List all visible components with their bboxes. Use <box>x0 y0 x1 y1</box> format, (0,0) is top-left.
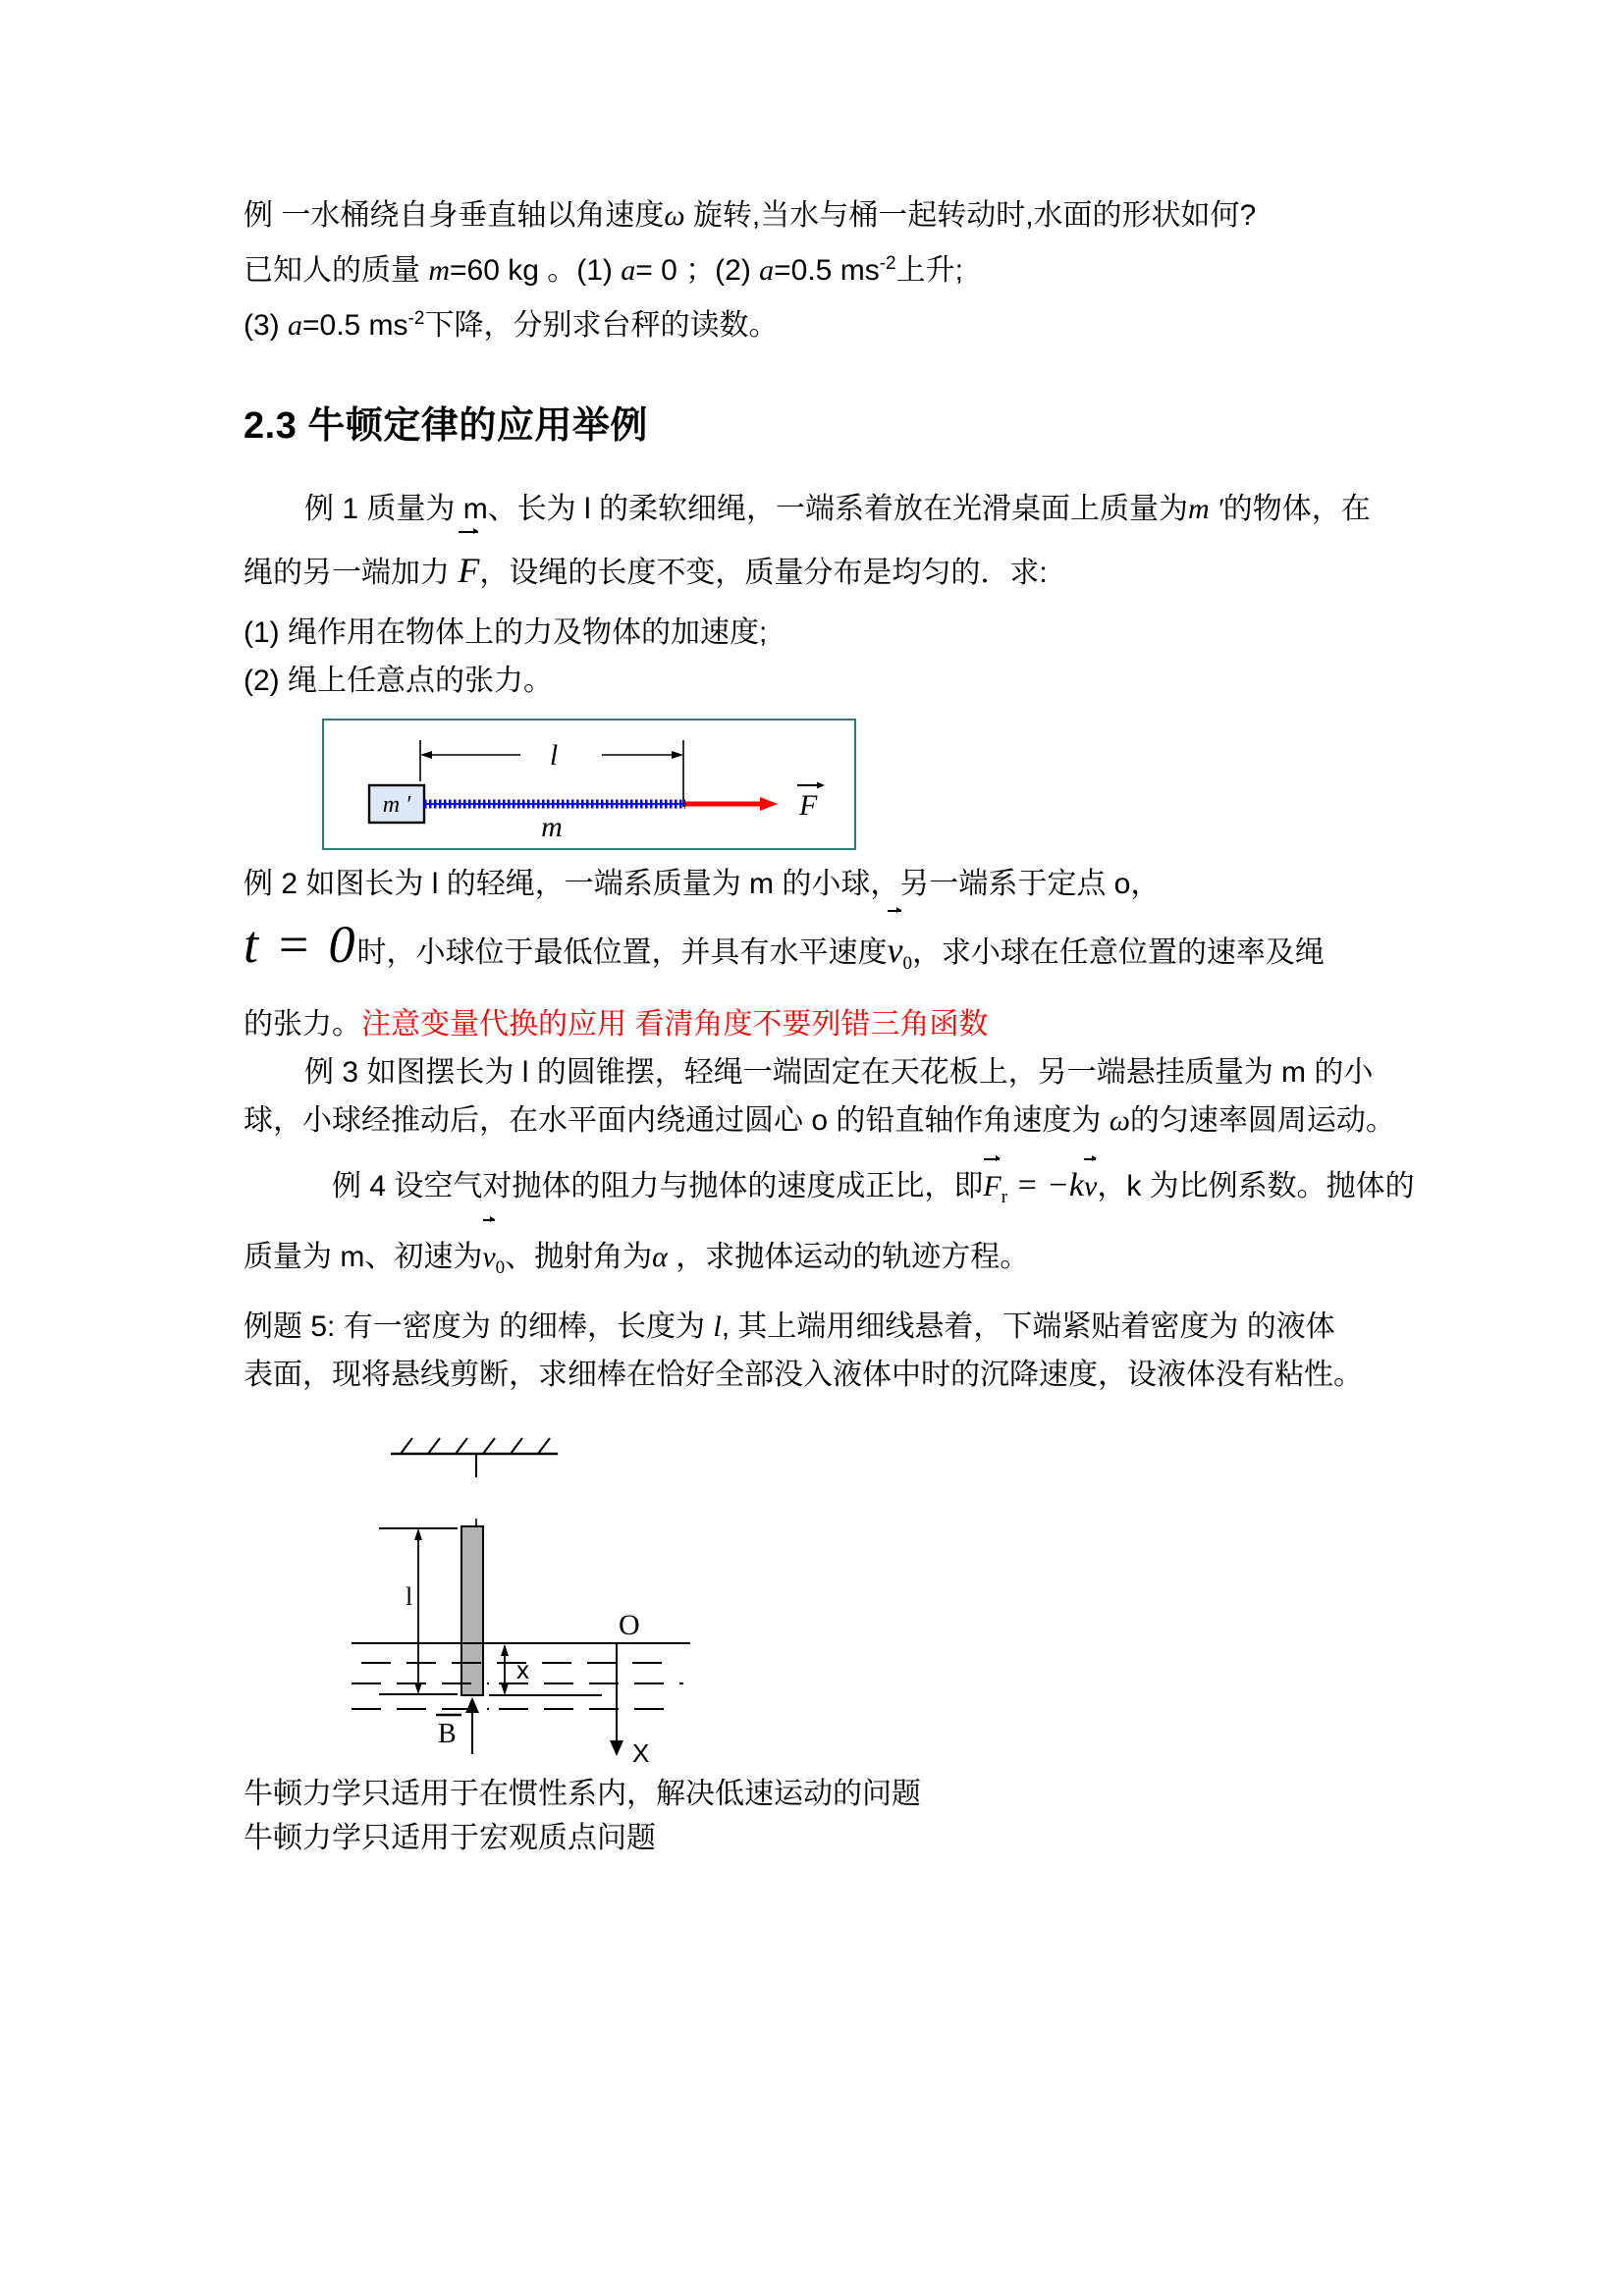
example-4-line-2 <box>244 1221 1402 1303</box>
example-2-line-3-black: 的张力。 <box>244 1008 361 1041</box>
intro-line-2-d: =0.5 ms <box>774 254 880 287</box>
example-1-line-1 <box>244 485 1402 533</box>
figure1-label-l: l <box>549 739 559 772</box>
spacer <box>244 349 1402 400</box>
example-4-line-2-a: 质量为 m、初速为 <box>244 1241 483 1273</box>
example-5-block <box>244 1303 1402 1399</box>
conclusion-line-1: 牛顿力学只适用于在惯性系内，解决低速运动的问题 <box>244 1778 921 1810</box>
example-5-line-1-a: 例题 5: 有一密度为 的细棒，长度为 <box>244 1310 714 1343</box>
example-1-line-2-b: ，设绳的长度不变，质量分布是均匀的．求: <box>479 557 1048 589</box>
figure-rope-block <box>322 719 856 850</box>
example-2-line-2-b: ，求小球在任意位置的速率及绳 <box>911 936 1325 969</box>
intro-exponent-1: -2 <box>879 253 896 274</box>
example-1-line-2-a: 绳的另一端加力 <box>244 557 459 589</box>
intro-line-3 <box>244 294 1402 349</box>
omega-symbol: ω <box>664 199 685 232</box>
figure-rope-block-svg <box>324 721 850 844</box>
example-3-line-2-a: 球，小球经推动后，在水平面内绕通过圆心 o 的铅直轴作角速度为 <box>244 1104 1110 1137</box>
example-2-line-1: 例 2 如图长为 l 的轻绳，一端系质量为 m 的小球，另一端系于定点 o， <box>244 868 1161 900</box>
alpha-symbol: α <box>652 1241 668 1273</box>
initial-velocity-subscript: 0 <box>495 1257 506 1278</box>
example-2-line-2 <box>244 908 1402 1000</box>
figure1-label-F: F <box>799 789 818 822</box>
example-4-line-1 <box>244 1160 1415 1221</box>
example-1-line-1-b: 的物体，在 <box>1222 493 1371 525</box>
example-3-block <box>244 1048 1402 1145</box>
conclusion-line-2: 牛顿力学只适用于宏观质点问题 <box>244 1822 656 1854</box>
section-heading: 2.3 牛顿定律的应用举例 <box>244 405 648 447</box>
prime-mark: ′ <box>1209 493 1223 525</box>
conclusion-block <box>244 1772 1402 1860</box>
example-2-line-2-a: 时，小球位于最低位置，并具有水平速度 <box>356 936 888 969</box>
velocity-subscript: 0 <box>902 953 912 974</box>
length-symbol: l <box>713 1310 722 1343</box>
m-prime-symbol: m <box>1188 493 1210 525</box>
figure1-label-m: m <box>541 811 563 843</box>
intro-line-1-text: 例 一水桶绕自身垂直轴以角速度 <box>244 199 665 232</box>
example-3-line-1: 例 3 如图摆长为 l 的圆锥摆，轻绳一端固定在天花板上，另一端悬挂质量为 m 的小 <box>304 1056 1374 1089</box>
force-vector-symbol: F <box>458 533 479 606</box>
example-4-line-1-a: 例 4 设空气对抛体的阻力与抛体的速度成正比，即 <box>332 1170 984 1202</box>
example-1-question-1: (1) 绳作用在物体上的力及物体的加速度; <box>244 616 768 649</box>
document-body <box>244 191 1415 1860</box>
figure-rod-in-liquid <box>352 1420 764 1764</box>
figure2-label-X: X <box>632 1738 650 1764</box>
intro-line-3-b: =0.5 ms <box>302 309 408 342</box>
intro-line-1 <box>244 191 1402 240</box>
velocity-vector-symbol-2: v <box>1084 1160 1097 1210</box>
intro-line-2 <box>244 240 1402 294</box>
resistance-subscript: r <box>1001 1187 1008 1207</box>
example-5-line-1 <box>244 1303 1402 1351</box>
velocity-vector-symbol: v <box>887 912 902 987</box>
accel-symbol-1: a <box>621 254 636 287</box>
figure2-label-O: O <box>619 1609 640 1641</box>
intro-line-2-e: 上升; <box>895 254 963 287</box>
spacer <box>244 452 1402 485</box>
figure2-label-l: l <box>406 1582 413 1611</box>
example-5-line-1-b: , 其上端用细线悬着，下端紧贴着密度为 的液体 <box>721 1310 1335 1343</box>
spacer <box>244 1145 1402 1160</box>
mass-symbol: m <box>428 254 451 287</box>
example-4-block <box>244 1160 1415 1303</box>
example-2-block <box>244 860 1402 1048</box>
intro-line-1-tail: 旋转,当水与桶一起转动时,水面的形状如何? <box>684 199 1257 232</box>
example-3-line-2 <box>244 1096 1402 1145</box>
example-2-line-3 <box>244 1000 1402 1048</box>
omega-symbol-2: ω <box>1109 1104 1130 1137</box>
intro-line-2-a: 已知人的质量 <box>244 254 429 287</box>
example-3-line-2-b: 的匀速率圆周运动。 <box>1129 1104 1395 1137</box>
example-4-line-2-c: ，求抛体运动的轨迹方程。 <box>667 1241 1030 1273</box>
initial-velocity-vector: v <box>482 1221 495 1292</box>
intro-line-2-b: =60 kg 。(1) <box>450 254 622 287</box>
accel-symbol-2: a <box>759 254 775 287</box>
example-4-equation: = −k <box>1007 1167 1084 1203</box>
figure1-label-mprime: m ′ <box>382 792 411 818</box>
accel-symbol-3: a <box>288 309 302 342</box>
t-equals-zero-math: t = 0 <box>244 915 357 974</box>
example-4-line-1-b: ，k 为比例系数。抛体的 <box>1097 1170 1415 1202</box>
example-1-block <box>244 485 1402 705</box>
example-2-note-red: 注意变量代换的应用 看清角度不要列错三角函数 <box>361 1008 989 1041</box>
example-4-line-2-b: 、抛射角为 <box>505 1241 653 1273</box>
intro-exponent-2: -2 <box>407 308 425 329</box>
intro-line-3-c: 下降，分别求台秤的读数。 <box>424 309 779 342</box>
example-1-line-1-a: 例 1 质量为 m、长为 l 的柔软细绳，一端系着放在光滑桌面上质量为 <box>304 493 1189 525</box>
intro-paragraph <box>244 191 1402 349</box>
figure2-label-x: x <box>516 1655 529 1684</box>
figure2-label-B: B <box>438 1719 457 1749</box>
example-1-question-2: (2) 绳上任意点的张力。 <box>244 665 553 697</box>
example-1-line-2 <box>244 533 1402 609</box>
resistance-force-vector: F <box>983 1160 1001 1210</box>
example-5-line-2: 表面，现将悬线剪断，求细棒在恰好全部没入液体中时的沉降速度，设液体没有粘性。 <box>244 1359 1363 1391</box>
intro-line-2-c: = 0 ；(2) <box>635 254 760 287</box>
figure-rod-svg <box>352 1420 764 1764</box>
intro-line-3-a: (3) <box>244 309 288 342</box>
